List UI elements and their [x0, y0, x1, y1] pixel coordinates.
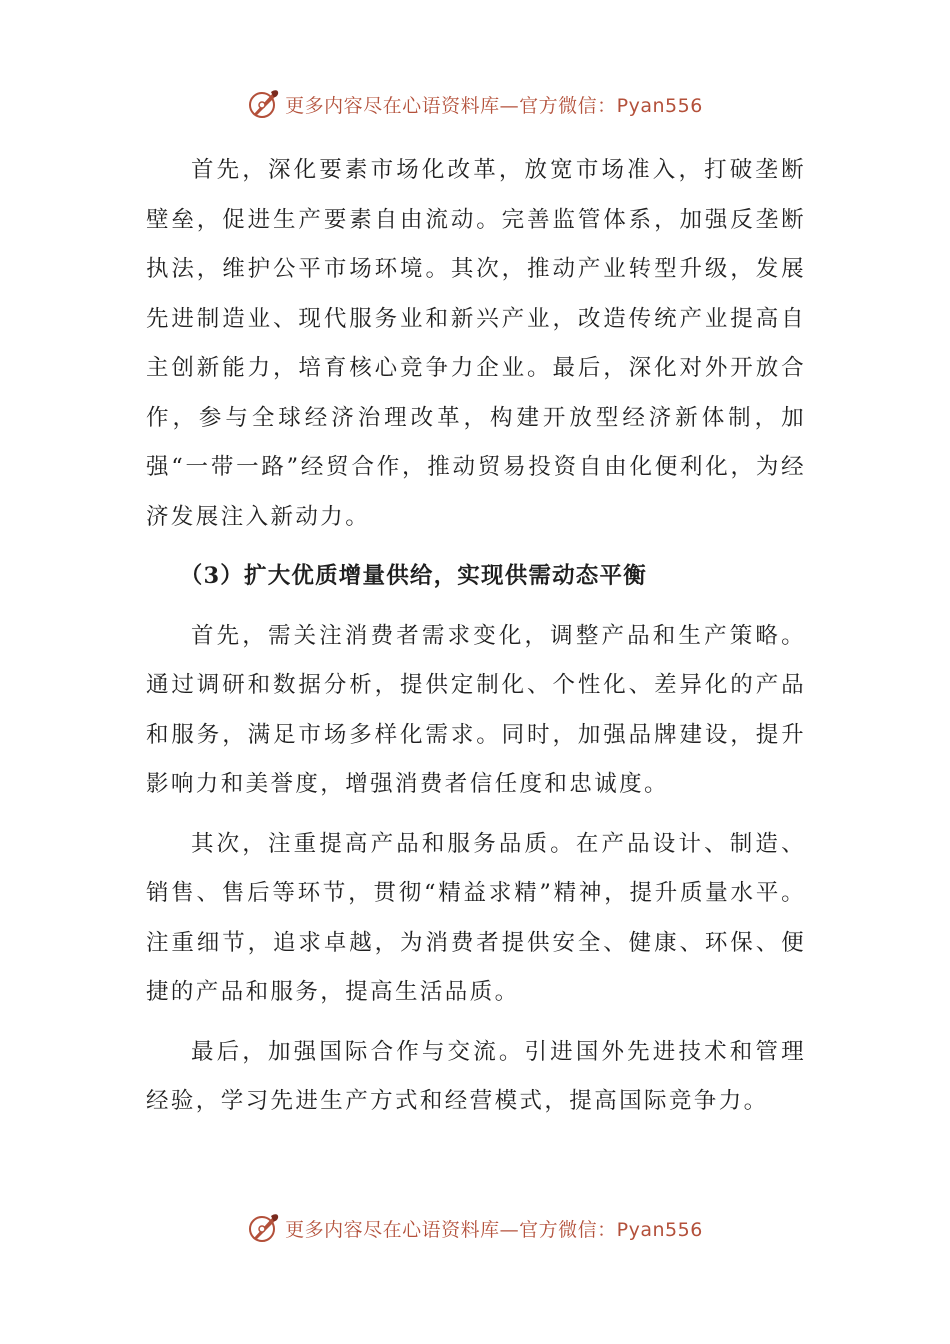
paragraph-section-1: 首先，需关注消费者需求变化，调整产品和生产策略。通过调研和数据分析，提供定制化、个性化、差异化的产品和服务，满足市场多样化需求。同时，加强品牌建设，提升影响力和美誉度，增强消费者信任度和忠诚度。	[146, 622, 806, 797]
header-banner	[0, 84, 950, 124]
quill-circle-icon	[247, 1211, 281, 1245]
paragraph-section-3: 最后，加强国际合作与交流。引进国外先进技术和管理经验，学习先进生产方式和经营模式，提高国际竞争力。	[146, 1038, 806, 1114]
footer-banner	[0, 1208, 950, 1248]
banner-text: 更多内容尽在心语资料库—官方微信：Pyan556	[285, 94, 703, 117]
footer-wechat-id: Pyan556	[616, 1218, 703, 1241]
quill-circle-icon	[247, 87, 281, 121]
wechat-id: Pyan556	[616, 94, 703, 117]
paragraph-intro: 首先，深化要素市场化改革，放宽市场准入，打破垄断壁垒，促进生产要素自由流动。完善监管体系，加强反垄断执法，维护公平市场环境。其次，推动产业转型升级，发展先进制造业、现代服务业和新兴产业，改造传统产业提高自主创新能力，培育核心竞争力企业。最后，深化对外开放合作，参与全球经济治理改革，构建开放型经济新体制，加强“一带一路”经贸合作，推动贸易投资自由化便利化，为经济发展注入新动力。	[146, 157, 806, 530]
paragraph-section-2: 其次，注重提高产品和服务品质。在产品设计、制造、销售、售后等环节，贯彻“精益求精”精神，提升质量水平。注重细节，追求卓越，为消费者提供安全、健康、环保、便捷的产品和服务，提高生活品质。	[146, 830, 806, 1005]
footer-banner-text: 更多内容尽在心语资料库—官方微信：Pyan556	[285, 1218, 703, 1241]
document-body	[146, 146, 806, 1127]
section-heading: （3）扩大优质增量供给，实现供需动态平衡	[179, 563, 647, 589]
